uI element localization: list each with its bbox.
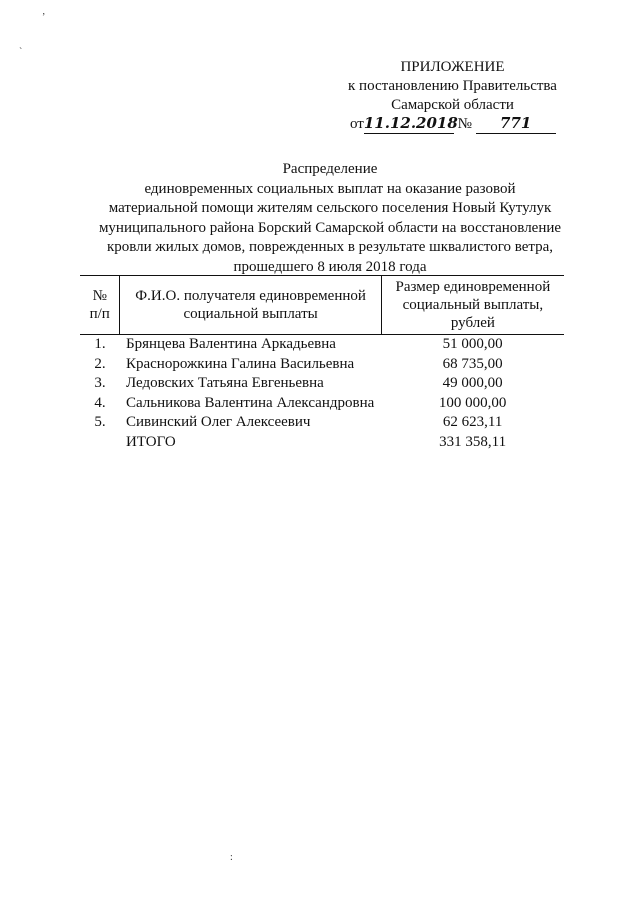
title-line: прошедшего 8 июля 2018 года [233,258,427,275]
header-amount-line: социальный выплаты, [402,297,544,313]
table-row [80,413,564,433]
title-line: Распределение [282,161,378,177]
title-line: единовременных социальных выплат на оказание разовой [144,180,516,197]
appendix-title: ПРИЛОЖЕНИЕ [400,59,505,75]
table-row [80,394,564,414]
recipient-name: Краснорожкина Галина Васильевна [125,355,355,372]
from-label: от [350,116,364,132]
header-amount-line: рублей [450,315,495,331]
header-name [120,276,381,335]
order-reference [350,113,570,134]
recipient-name: Брянцева Валентина Аркадьевна [125,336,336,352]
header-amount [381,276,564,335]
header-number-line: п/п [89,306,110,322]
row-number: 1. [94,336,106,352]
row-number: 4. [94,394,106,411]
payment-amount: 51 000,00 [442,336,503,352]
table-header-row [80,276,564,335]
scan-speck: ˴ [19,42,23,53]
header-number-line: № [92,288,107,304]
total-row [80,433,564,453]
scan-speck: : [230,852,233,863]
recipient-name: Сальникова Валентина Александровна [125,394,375,411]
header-name-line: социальной выплаты [183,306,318,322]
header-number [80,276,120,335]
total-amount: 331 358,11 [439,433,507,450]
row-number: 5. [94,414,106,430]
handwritten-number: 771 [476,113,556,134]
row-number: 2. [94,355,106,372]
appendix-header [330,58,575,115]
payment-amount: 62 623,11 [442,414,503,430]
title-line: материальной помощи жителям сельского поселения Новый Кутулук [108,200,552,216]
total-label: ИТОГО [125,433,176,450]
document-title [60,160,600,277]
handwritten-date: 11.12.2018 [363,114,458,132]
header-name-line: Ф.И.О. получателя единовременной [135,288,366,304]
scan-speck: ʼ [42,12,46,23]
table-row [80,374,564,394]
title-line: муниципального района Борский Самарской области на восстановление [98,219,562,236]
payment-amount: 68 735,00 [442,355,503,372]
title-line: кровли жилых домов, поврежденных в результате шквалистого ветра, [106,239,554,255]
row-number: 3. [94,375,106,391]
table-row [80,335,564,355]
appendix-line-1: к постановлению Правительства [348,78,557,94]
appendix-line-2: Самарской области [391,97,514,113]
total-number-cell [80,433,120,453]
number-label: № [457,116,472,132]
recipient-name: Ледовских Татьяна Евгеньевна [125,375,324,391]
table-row [80,355,564,375]
payments-table [80,275,564,452]
recipient-name: Сивинский Олег Алексеевич [125,414,311,430]
payment-amount: 100 000,00 [438,394,507,411]
header-amount-line: Размер единовременной [395,279,551,295]
payment-amount: 49 000,00 [442,375,503,391]
